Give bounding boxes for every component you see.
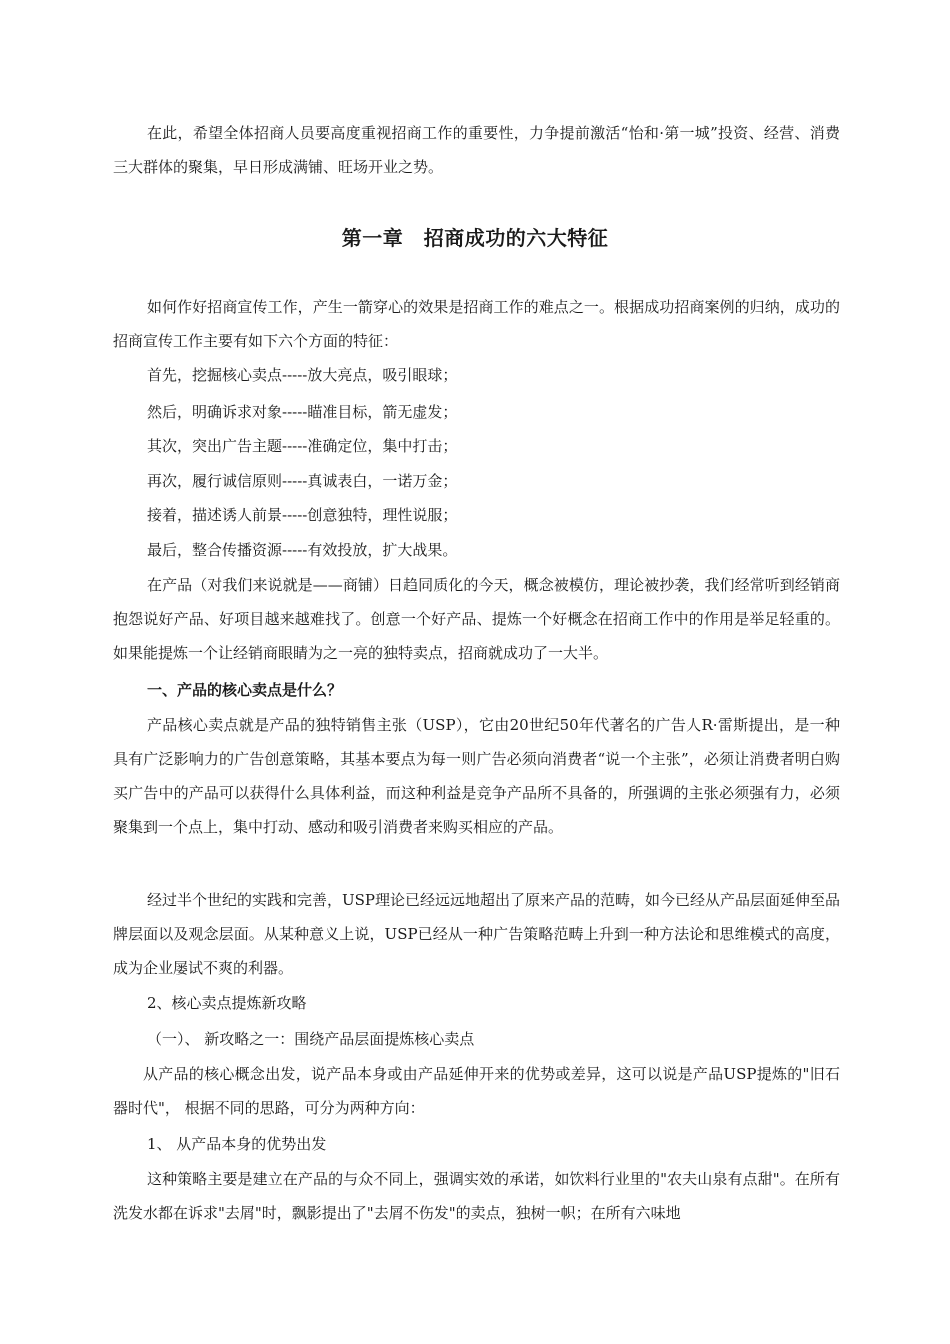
- section-heading: 一、产品的核心卖点是什么？: [147, 681, 343, 699]
- product-paragraph: 在产品（对我们来说就是——商铺）日趋同质化的今天，概念被模仿，理论被抄袭，我们经常听到经销商抱怨说好产品、好项目越来越难找了。创意一个好产品、提炼一个好概念在招商工作中的作用是举足轻重的。如果能提炼一个让经销商眼睛为之一亮的独特卖点，招商就成功了一大半。: [113, 576, 840, 662]
- feature-item: 最后，整合传播资源-----有效投放，扩大战果。: [147, 541, 458, 559]
- chapter-title: 第一章 招商成功的六大特征: [341, 226, 609, 250]
- strategy-paragraph: 从产品的核心概念出发，说产品本身或由产品延伸开来的优势或差异，这可以说是产品USP提炼的"旧石器时代"， 根据不同的思路，可分为两种方向：: [113, 1065, 840, 1117]
- usp-evolution-paragraph: 经过半个世纪的实践和完善，USP理论已经远远地超出了原来产品的范畴，如今已经从产品层面延伸至品牌层面以及观念层面。从某种意义上说，USP已经从一种广告策略范畴上升到一种方法论和思维模式的高度，成为企业屡试不爽的利器。: [113, 891, 841, 977]
- strategy-heading: （一）、 新攻略之一：围绕产品层面提炼核心卖点: [147, 1030, 475, 1048]
- chapter-intro-paragraph: 如何作好招商宣传工作，产生一箭穿心的效果是招商工作的难点之一。根据成功招商案例的归纳，成功的招商宣传工作主要有如下六个方面的特征：: [113, 298, 840, 350]
- feature-item: 接着，描述诱人前景-----创意独特，理性说服；: [147, 506, 458, 524]
- feature-item: 首先，挖掘核心卖点-----放大亮点，吸引眼球；: [147, 366, 458, 384]
- feature-item: 再次，履行诚信原则-----真诚表白，一诺万金；: [147, 472, 458, 490]
- point-paragraph: 这种策略主要是建立在产品的与众不同上，强调实效的承诺，如饮料行业里的"农夫山泉有点甜"。在所有洗发水都在诉求"去屑"时，飘影提出了"去屑不伤发"的卖点，独树一帜；在所有六味地: [113, 1170, 840, 1222]
- feature-item: 其次，突出广告主题-----准确定位，集中打击；: [147, 437, 458, 455]
- intro-paragraph: 在此，希望全体招商人员要高度重视招商工作的重要性，力争提前激活“怡和·第一城”投资、经营、消费三大群体的聚集，早日形成满铺、旺场开业之势。: [113, 124, 840, 176]
- usp-paragraph: 产品核心卖点就是产品的独特销售主张（USP），它由20世纪50年代著名的广告人R·雷斯提出，是一种具有广泛影响力的广告创意策略，其基本要点为每一则广告必须向消费者“说一个主张”，必须让消费者明白购买广告中的产品可以获得什么具体利益，而这种利益是竞争产品所不具备的，所强调的主张必须强有力，必须聚集到一个点上，集中打动、感动和吸引消费者来购买相应的产品。: [113, 716, 840, 836]
- point-heading: 1、 从产品本身的优势出发: [147, 1135, 327, 1153]
- feature-item: 然后，明确诉求对象-----瞄准目标，箭无虚发；: [147, 403, 458, 421]
- section-heading: 2、核心卖点提炼新攻略: [147, 994, 307, 1012]
